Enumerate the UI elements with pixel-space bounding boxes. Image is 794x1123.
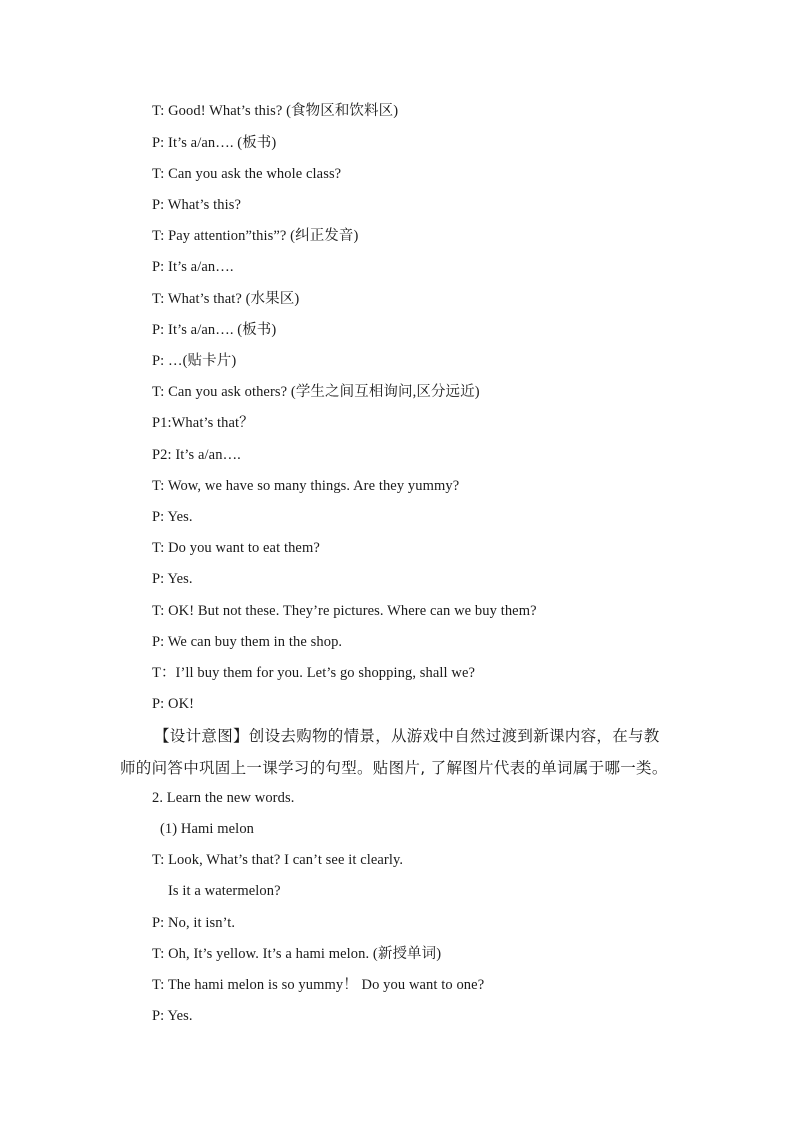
dialogue-line: T: Look, What’s that? I can’t see it clearly. <box>152 852 404 868</box>
dialogue-line: P: OK! <box>152 696 195 712</box>
dialogue-line: P: What’s this? <box>152 197 242 213</box>
section-heading: 2. Learn the new words. <box>152 790 295 806</box>
design-intent-paragraph <box>120 720 680 784</box>
dialogue-line: T: What’s that? (水果区) <box>152 291 300 307</box>
dialogue-line: P: It’s a/an…. (板书) <box>152 135 277 151</box>
dialogue-line: P: It’s a/an…. (板书) <box>152 322 277 338</box>
design-intent-line: 【设计意图】创设去购物的情景，从游戏中自然过渡到新课内容，在与教 <box>154 727 660 745</box>
dialogue-line: T: Can you ask the whole class? <box>152 166 342 182</box>
dialogue-line: P: Yes. <box>152 509 193 525</box>
dialogue-line: P1:What’s that？ <box>152 415 254 431</box>
dialogue-line: T: OK! But not these. They’re pictures. Where can we buy them? <box>152 603 537 619</box>
design-intent-line: 师的问答中巩固上一课学习的句型。贴图片, 了解图片代表的单词属于哪一类。 <box>120 759 668 777</box>
dialogue-line: P: …(贴卡片) <box>152 353 237 369</box>
dialogue-line: Is it a watermelon? <box>168 883 281 899</box>
dialogue-line: P: No, it isn’t. <box>152 915 236 931</box>
dialogue-line: T: Pay attention”this”? (纠正发音) <box>152 228 359 244</box>
dialogue-line: T: Do you want to eat them? <box>152 540 320 556</box>
dialogue-line: T: The hami melon is so yummy！ Do you want to one? <box>152 977 485 993</box>
dialogue-line: T: Oh, It’s yellow. It’s a hami melon. (新授单词) <box>152 946 442 962</box>
dialogue-line: T: Wow, we have so many things. Are they yummy? <box>152 478 460 494</box>
dialogue-line: T: Can you ask others? (学生之间互相询问,区分远近) <box>152 384 480 400</box>
dialogue-line: P: Yes. <box>152 1008 193 1024</box>
dialogue-line: T: Good! What’s this? (食物区和饮料区) <box>152 103 399 119</box>
subsection-heading: (1) Hami melon <box>160 821 255 837</box>
dialogue-line: P: We can buy them in the shop. <box>152 634 343 650</box>
dialogue-line: P: Yes. <box>152 571 193 587</box>
dialogue-line: T：I’ll buy them for you. Let’s go shopping, shall we? <box>152 665 476 681</box>
dialogue-line: P: It’s a/an…. <box>152 259 234 275</box>
dialogue-line: P2: It’s a/an…. <box>152 447 241 463</box>
